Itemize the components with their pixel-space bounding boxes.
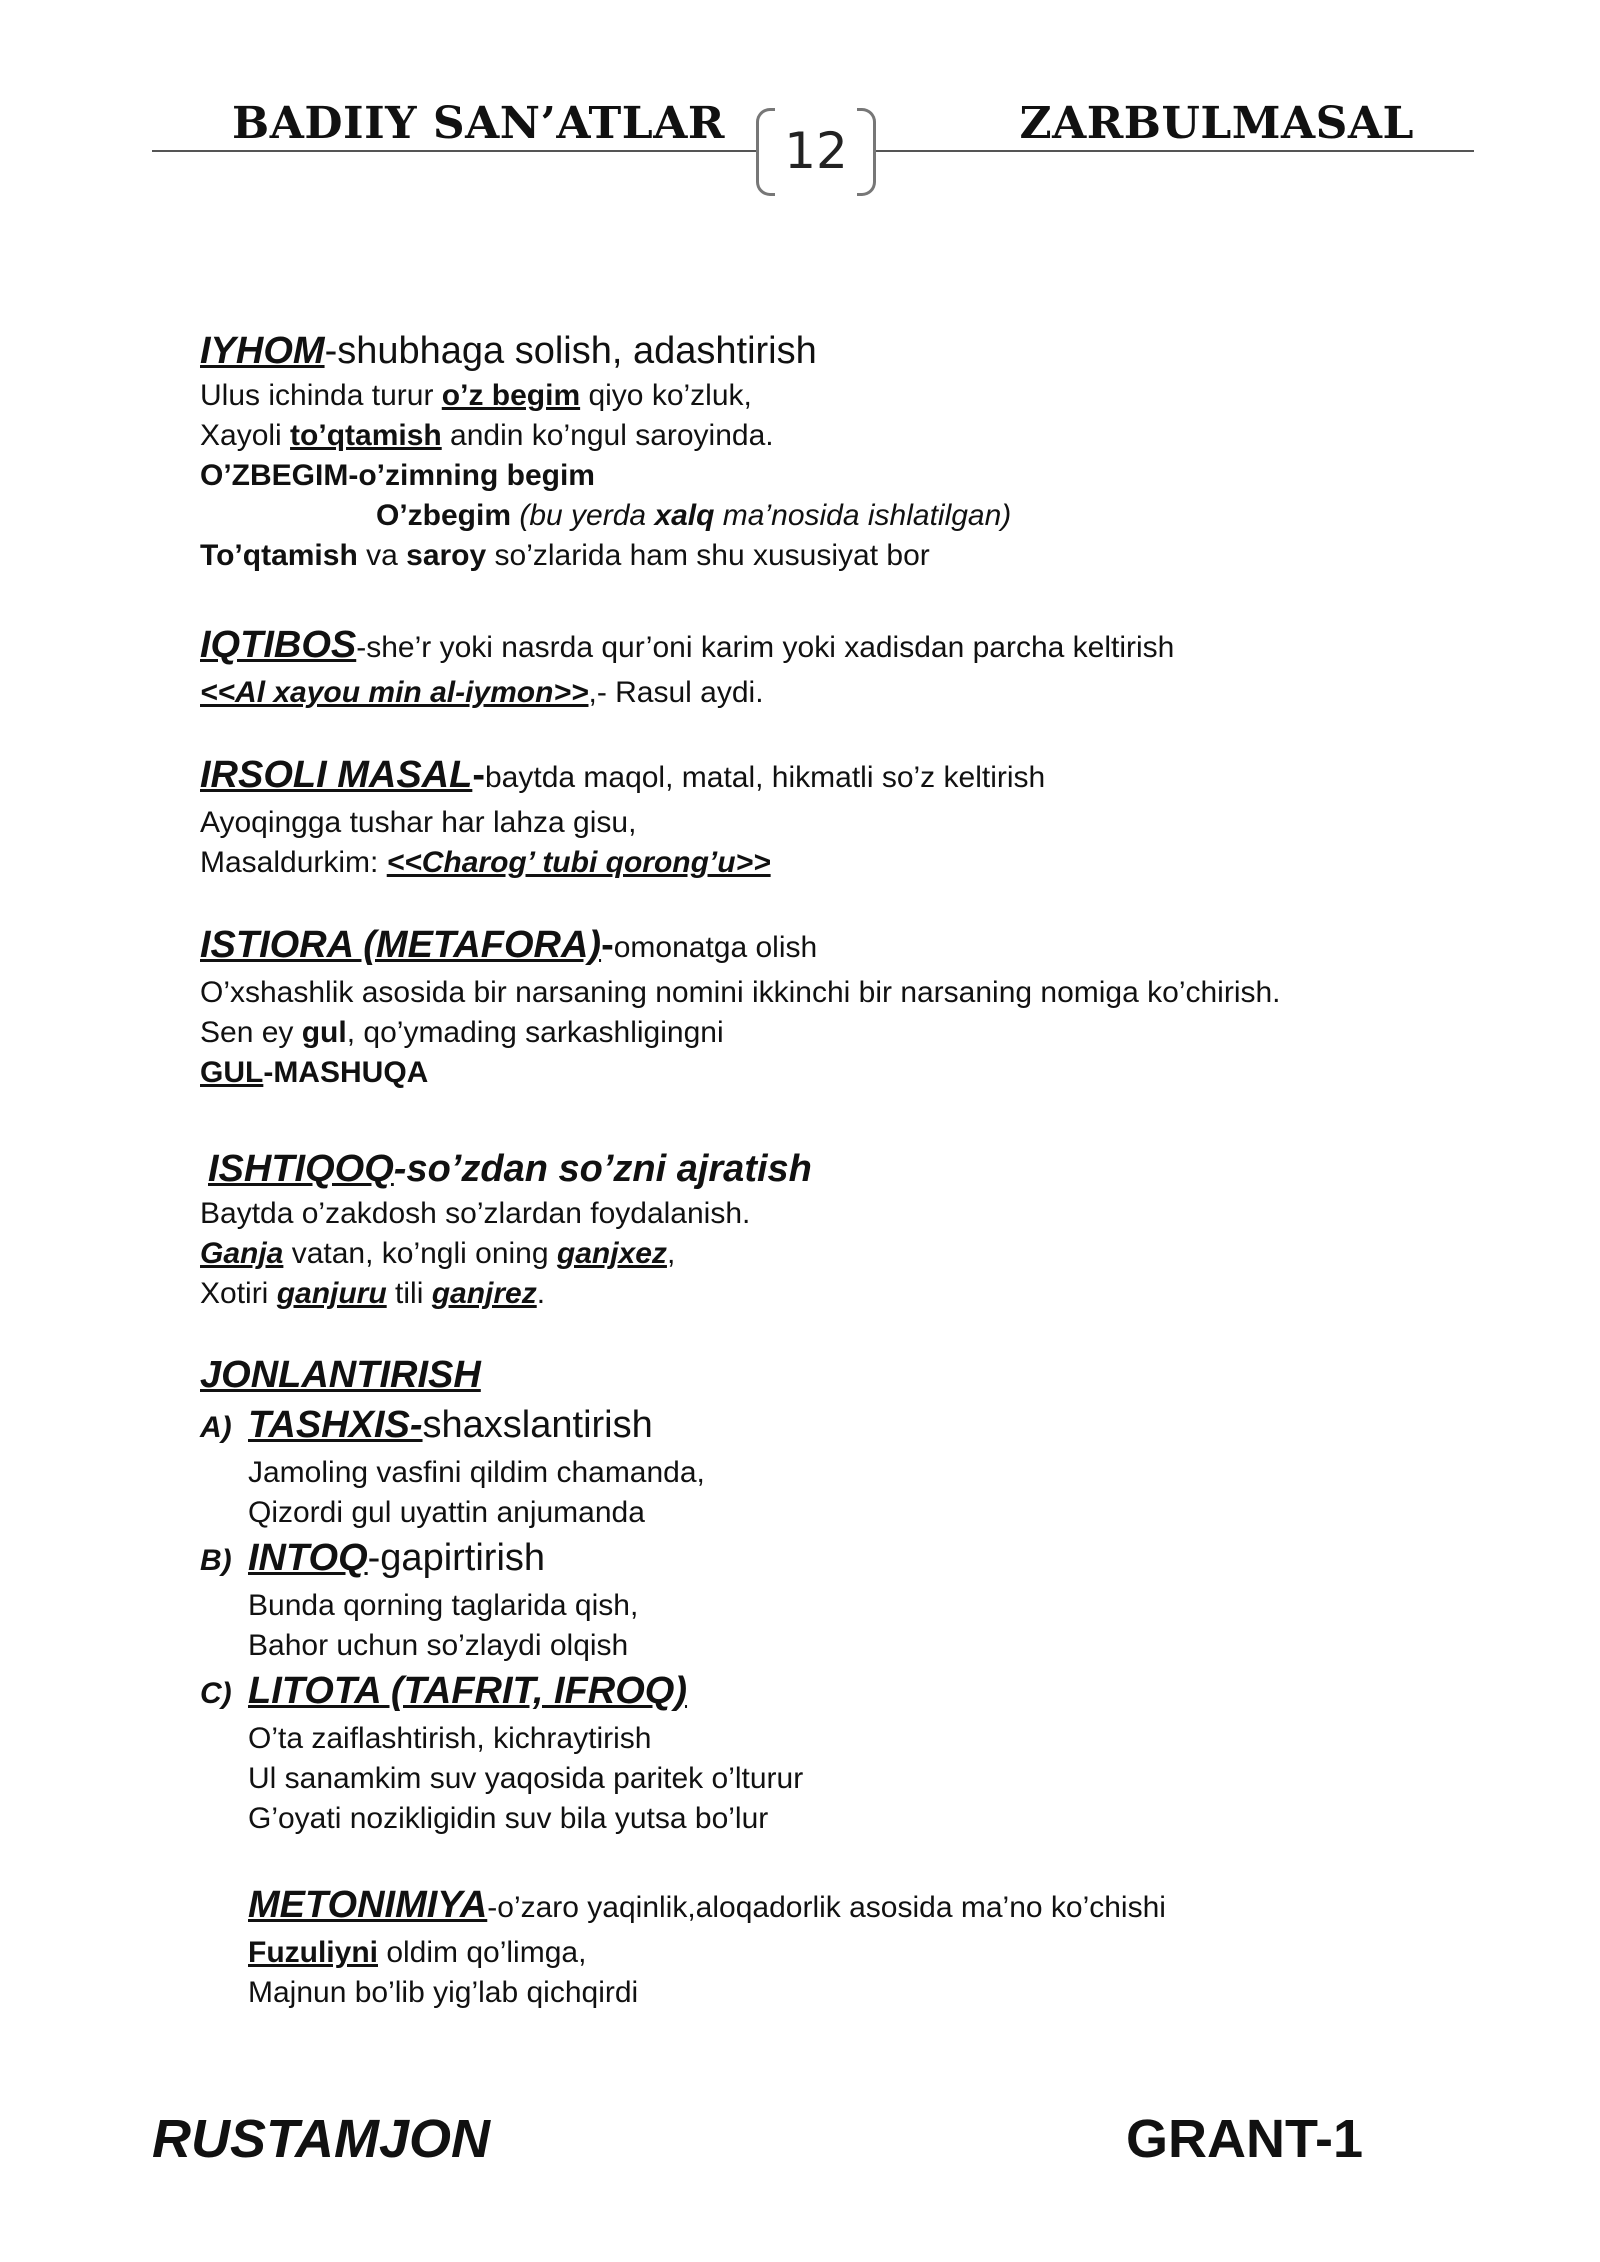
definition: -so’zdan so’zni ajratish — [393, 1148, 812, 1190]
definition: omonatga olish — [613, 931, 818, 964]
section-irsoli-masal — [200, 750, 1440, 883]
keyword: ganjxez — [556, 1237, 667, 1270]
definition: -she’r yoki nasrda qur’oni karim yoki xadisdan parcha keltirish — [356, 631, 1175, 664]
term-iqtibos: IQTIBOS — [200, 624, 357, 666]
section-ishtiqoq-body — [200, 1194, 1440, 1314]
text: Xayoli — [200, 419, 291, 452]
keyword: gul — [301, 1016, 347, 1049]
text: ,- Rasul aydi. — [588, 676, 764, 709]
verse-line: Majnun bo’lib yig’lab qichqirdi — [248, 1976, 639, 2009]
keyword: To’qtamish — [200, 539, 358, 572]
verse-line: Ayoqingga tushar har lahza gisu, — [200, 806, 637, 839]
list-label-a: A) — [200, 1411, 232, 1444]
text: Xotiri — [200, 1277, 277, 1310]
text: Ulus ichinda turur — [200, 379, 442, 412]
term-intoq: INTOQ — [248, 1537, 368, 1579]
explanation: O’xshashlik asosida bir narsaning nomini ikkinchi bir narsaning nomiga ko’chirish. — [200, 976, 1281, 1009]
definition: -shubhaga solish, adashtirish — [324, 330, 817, 372]
explanation: Baytda o’zakdosh so’zlardan foydalanish. — [200, 1197, 751, 1230]
section-istiora — [200, 920, 1440, 1093]
explanation: O’ta zaiflashtirish, kichraytirish — [248, 1722, 652, 1755]
text: va — [357, 539, 407, 572]
keyword: Ganja — [200, 1237, 284, 1270]
text: , qo’ymading sarkashligingni — [346, 1016, 724, 1049]
text: -MASHUQA — [263, 1056, 429, 1089]
dash: - — [472, 754, 485, 796]
text: qiyo ko’zluk, — [580, 379, 752, 412]
definition: -gapirtirish — [367, 1537, 546, 1579]
dash: - — [601, 924, 614, 966]
section-iqtibos — [200, 620, 1440, 713]
page-number: 12 — [784, 122, 848, 180]
quote: <<Charog’ tubi qorong’u>> — [386, 846, 771, 879]
section-ishtiqoq — [208, 1144, 1448, 1194]
text: so’zlarida ham shu xususiyat bor — [486, 539, 930, 572]
footer-author: RUSTAMJON — [152, 2109, 491, 2169]
term-metonimiya: METONIMIYA — [248, 1884, 488, 1926]
text: Sen ey — [200, 1016, 302, 1049]
term-tashxis: TASHXIS- — [248, 1404, 423, 1446]
list-label-c: C) — [200, 1677, 232, 1710]
footer-label: GRANT-1 — [1126, 2109, 1364, 2169]
text: andin ko’ngul saroyinda. — [441, 419, 774, 452]
term-istiora: ISTIORA (METAFORA) — [200, 924, 602, 966]
keyword: xalq — [654, 499, 715, 532]
list-label-b: B) — [200, 1544, 232, 1577]
text: , — [666, 1237, 676, 1270]
term-iyhom: IYHOM — [200, 330, 325, 372]
definition: -o’zaro yaqinlik,aloqadorlik asosida ma’no ko’chishi — [487, 1891, 1166, 1924]
text: tili — [386, 1277, 432, 1310]
explanation: O’ZBEGIM-o’zimning begim — [200, 459, 595, 492]
section-iyhom — [200, 326, 1440, 576]
header-rule-right — [876, 150, 1474, 152]
keyword: o’z begim — [441, 379, 581, 412]
keyword: saroy — [406, 539, 487, 572]
term-irsoli-masal: IRSOLI MASAL — [200, 754, 473, 796]
term-litota: LITOTA (TAFRIT, IFROQ) — [248, 1670, 688, 1712]
header-right-title: ZARBULMASAL — [1019, 98, 1414, 149]
verse-line: Ul sanamkim suv yaqosida paritek o’lturur — [248, 1762, 804, 1795]
verse-line: Bunda qorning taglarida qish, — [248, 1589, 639, 1622]
keyword: Fuzuliyni — [248, 1936, 378, 1969]
keyword: ganjrez — [431, 1277, 537, 1310]
header-left-title: BADIIY SAN’ATLAR — [232, 98, 725, 149]
section-jonlantirish — [200, 1350, 1440, 1839]
text: Masaldurkim: — [200, 846, 387, 879]
verse-line: G’oyati nozikligidin suv bila yutsa bo’lur — [248, 1802, 769, 1835]
keyword: O’zbegim — [376, 499, 512, 532]
text: (bu yerda — [511, 499, 655, 532]
term-ishtiqoq: ISHTIQOQ — [208, 1148, 394, 1190]
verse-line: Jamoling vasfini qildim chamanda, — [248, 1456, 705, 1489]
definition: shaxslantirish — [422, 1404, 653, 1446]
text: . — [536, 1277, 546, 1310]
quote: <<Al xayou min al-iymon>> — [200, 676, 589, 709]
definition: baytda maqol, matal, hikmatli so’z keltirish — [484, 761, 1046, 794]
text: ma’nosida ishlatilgan) — [714, 499, 1012, 532]
term-jonlantirish: JONLANTIRISH — [200, 1354, 481, 1396]
keyword: GUL — [200, 1056, 264, 1089]
text: vatan, ko’ngli oning — [283, 1237, 557, 1270]
section-metonimiya — [200, 1880, 1440, 2013]
verse-line: Bahor uchun so’zlaydi olqish — [248, 1629, 629, 1662]
text: oldim qo’limga, — [378, 1936, 587, 1969]
header-rule-left — [152, 150, 756, 152]
page-number-box — [756, 108, 876, 194]
verse-line: Qizordi gul uyattin anjumanda — [248, 1496, 645, 1529]
keyword: ganjuru — [276, 1277, 387, 1310]
keyword: to’qtamish — [290, 419, 442, 452]
